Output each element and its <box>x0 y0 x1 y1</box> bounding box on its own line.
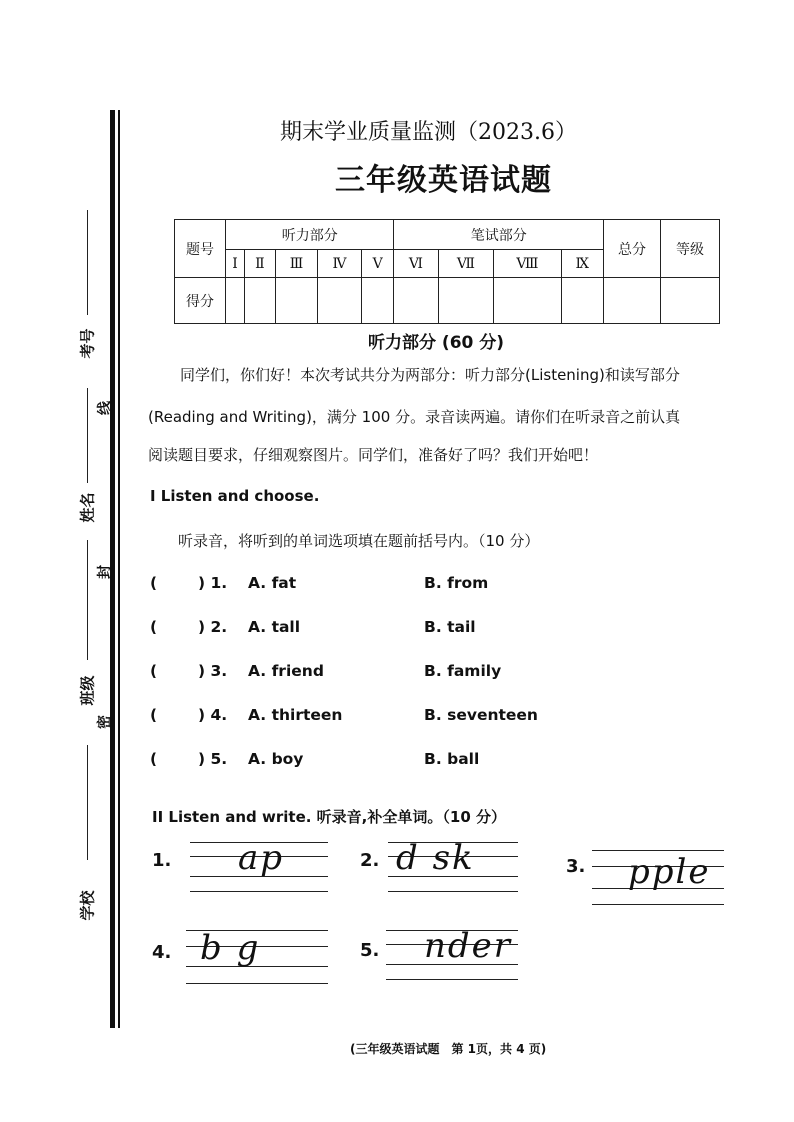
total-cell[interactable] <box>604 278 661 324</box>
listening-heading: 听力部分 (60 分) <box>368 333 505 353</box>
score-cell[interactable] <box>245 278 276 324</box>
seal-secret-char: 密 <box>97 715 113 729</box>
writing-group-header: 笔试部分 <box>394 220 604 250</box>
name-line-upper <box>87 388 88 483</box>
option-b: B. seventeen <box>424 706 538 724</box>
answer-paren[interactable]: ( <box>150 662 158 680</box>
handwritten-answer: pple <box>628 852 711 892</box>
score-cell[interactable] <box>561 278 603 324</box>
item-header: Ⅰ <box>226 250 245 278</box>
option-a: A. friend <box>248 662 324 680</box>
handwritten-answer: nder <box>424 926 513 966</box>
option-b: B. from <box>424 574 489 592</box>
word-number: 2. <box>360 850 380 871</box>
intro-line: 同学们，你们好！本次考试共分为两部分：听力部分(Listening)和读写部分 <box>180 366 680 384</box>
question-number: ) 1. <box>198 574 228 592</box>
score-cell[interactable] <box>361 278 393 324</box>
intro-line: 阅读题目要求，仔细观察图片。同学们，准备好了吗？我们开始吧！ <box>148 446 599 464</box>
score-cell[interactable] <box>394 278 438 324</box>
item-number-header: 题号 <box>175 220 226 278</box>
part1-heading: I Listen and choose. <box>150 487 320 505</box>
score-cell[interactable] <box>318 278 362 324</box>
item-header: Ⅸ <box>561 250 603 278</box>
exam-number-line <box>87 210 88 315</box>
word-number: 4. <box>152 942 172 963</box>
score-table <box>174 219 720 324</box>
option-b: B. tail <box>424 618 476 636</box>
option-b: B. family <box>424 662 502 680</box>
seal-line-char: 线 <box>97 401 113 415</box>
option-a: A. thirteen <box>248 706 343 724</box>
grade-cell[interactable] <box>661 278 720 324</box>
word-number: 3. <box>566 856 586 877</box>
class-line <box>87 745 88 860</box>
word-number: 5. <box>360 940 380 961</box>
word-number: 1. <box>152 850 172 871</box>
item-header: Ⅱ <box>245 250 276 278</box>
handwritten-answer: d sk <box>396 838 475 878</box>
exam-number-label: 考号 <box>78 328 97 359</box>
option-a: A. fat <box>248 574 297 592</box>
intro-line: (Reading and Writing)，满分 100 分。录音读两遍。请你们在听录音之前认真 <box>148 408 681 426</box>
listening-group-header: 听力部分 <box>226 220 394 250</box>
part1-instruction: 听录音，将听到的单词选项填在题前括号内。（10 分） <box>178 532 540 550</box>
question-number: ) 3. <box>198 662 228 680</box>
class-label: 班级 <box>78 675 97 706</box>
exam-subtitle: 三年级英语试题 <box>335 163 552 198</box>
answer-paren[interactable]: ( <box>150 574 158 592</box>
score-cell[interactable] <box>494 278 561 324</box>
item-header: Ⅴ <box>361 250 393 278</box>
handwritten-answer: b g <box>200 928 261 968</box>
question-number: ) 4. <box>198 706 228 724</box>
page-footer: (三年级英语试题 第 1页，共 4 页) <box>350 1042 547 1056</box>
name-line-lower <box>87 540 88 660</box>
answer-paren[interactable]: ( <box>150 618 158 636</box>
option-a: A. boy <box>248 750 304 768</box>
question-number: ) 2. <box>198 618 228 636</box>
score-cell[interactable] <box>438 278 494 324</box>
item-header: Ⅷ <box>494 250 561 278</box>
item-header: Ⅲ <box>275 250 317 278</box>
score-cell[interactable] <box>226 278 245 324</box>
handwritten-answer: ap <box>238 838 285 878</box>
answer-paren[interactable]: ( <box>150 706 158 724</box>
grade-header: 等级 <box>661 220 720 278</box>
option-a: A. tall <box>248 618 301 636</box>
seal-seal-char: 封 <box>97 565 113 579</box>
binding-border-thin <box>118 110 120 1028</box>
score-cell[interactable] <box>275 278 317 324</box>
option-b: B. ball <box>424 750 480 768</box>
part2-heading: II Listen and write. 听录音,补全单词。（10 分） <box>152 808 506 826</box>
name-label: 姓名 <box>78 492 97 523</box>
exam-title: 期末学业质量监测（2023.6） <box>280 120 577 145</box>
answer-paren[interactable]: ( <box>150 750 158 768</box>
score-row-label: 得分 <box>175 278 226 324</box>
total-header: 总分 <box>604 220 661 278</box>
school-label: 学校 <box>78 890 97 921</box>
question-number: ) 5. <box>198 750 228 768</box>
item-header: Ⅶ <box>438 250 494 278</box>
item-header: Ⅵ <box>394 250 438 278</box>
item-header: Ⅳ <box>318 250 362 278</box>
